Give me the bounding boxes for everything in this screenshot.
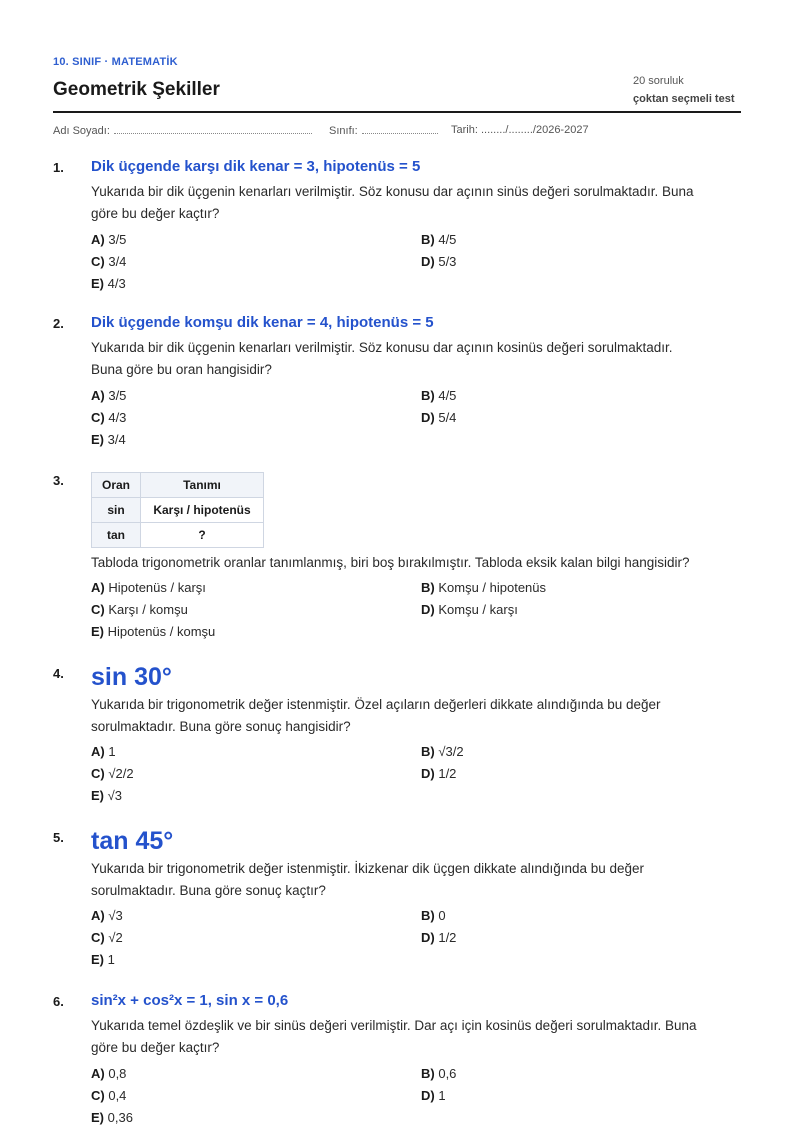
option-letter: E) [91,276,104,291]
date-field [451,124,589,136]
option-letter: D) [421,602,435,617]
question-heading: tan 45° [91,827,174,855]
ratio-table [91,472,264,548]
page-title: Geometrik Şekiller [53,79,220,100]
option-b[interactable] [421,1066,456,1081]
question-number: 1. [53,160,64,175]
option-d[interactable] [421,930,456,945]
option-letter: A) [91,388,105,403]
option-letter: B) [421,744,435,759]
question-text-line: sorulmaktadır. Buna göre sonuç hangisidir? [91,719,351,734]
option-text: √3 [107,788,122,803]
option-text: 5/3 [438,254,457,269]
table-row [92,498,264,523]
option-text: 0,4 [108,1088,127,1103]
question-text-line: Yukarıda bir dik üçgenin kenarları verilmiştir. Söz konusu dar açının kosinüs değeri sorulmaktadır. [91,340,673,355]
option-text: 1 [438,1088,446,1103]
option-c[interactable] [91,602,188,617]
option-text: 0 [438,908,446,923]
option-letter: E) [91,624,104,639]
option-e[interactable] [91,952,115,967]
option-b[interactable] [421,744,464,759]
question-text [91,1015,741,1059]
table-header: Tanımı [141,473,264,498]
option-text: 4/3 [107,276,126,291]
question-count: 20 soruluk [633,75,684,87]
name-blank [114,124,312,134]
option-a[interactable] [91,908,123,923]
option-d[interactable] [421,602,518,617]
question-text [91,694,741,738]
question-text [91,858,741,902]
option-d[interactable] [421,766,456,781]
option-text: Hipotenüs / karşı [108,580,206,595]
table-cell: sin [92,498,141,523]
option-a[interactable] [91,744,116,759]
class-field [329,124,438,137]
option-text: 1/2 [438,766,457,781]
question-heading: sin²x + cos²x = 1, sin x = 0,6 [91,992,289,1009]
option-e[interactable] [91,432,126,447]
option-letter: C) [91,766,105,781]
name-field [53,124,312,137]
option-text: 5/4 [438,410,457,425]
option-letter: D) [421,1088,435,1103]
option-letter: B) [421,908,435,923]
option-text: 0,36 [107,1110,133,1125]
option-letter: A) [91,908,105,923]
option-text: Hipotenüs / komşu [107,624,216,639]
table-row [92,523,264,548]
option-b[interactable] [421,908,446,923]
name-label: Adı Soyadı: [53,125,110,137]
option-text: √3/2 [438,744,464,759]
option-text: 0,6 [438,1066,457,1081]
option-c[interactable] [91,930,123,945]
question-text-line: göre bu değer kaçtır? [91,1040,220,1055]
question-text [91,181,741,225]
question-number: 4. [53,666,64,681]
question-text-line: Yukarıda bir trigonometrik değer istenmiştir. İkizkenar dik üçgen dikkate alındığında bu değer [91,861,645,876]
option-letter: D) [421,766,435,781]
table-cell: tan [92,523,141,548]
question-number: 6. [53,994,64,1009]
option-text: 3/4 [107,432,126,447]
option-letter: E) [91,1110,104,1125]
option-b[interactable] [421,580,546,595]
question-text [91,552,741,574]
option-text: 4/5 [438,232,457,247]
question-number: 3. [53,473,64,488]
option-letter: B) [421,1066,435,1081]
option-text: 0,8 [108,1066,127,1081]
option-c[interactable] [91,410,126,425]
question-heading: sin 30° [91,663,172,691]
option-d[interactable] [421,410,456,425]
option-letter: C) [91,602,105,617]
option-text: 1/2 [438,930,457,945]
option-letter: A) [91,744,105,759]
option-b[interactable] [421,232,456,247]
option-letter: D) [421,254,435,269]
option-text: √2 [108,930,123,945]
option-e[interactable] [91,276,126,291]
table-cell: ? [141,523,264,548]
option-d[interactable] [421,1088,446,1103]
question-text-line: sorulmaktadır. Buna göre sonuç kaçtır? [91,883,326,898]
option-e[interactable] [91,624,215,639]
class-blank [362,124,438,134]
class-label: Sınıfı: [329,125,358,137]
option-text: 4/5 [438,388,457,403]
option-text: √3 [108,908,123,923]
option-a[interactable] [91,1066,126,1081]
question-text-line: Tabloda trigonometrik oranlar tanımlanmış, biri boş bırakılmıştır. Tabloda eksik kalan bilgi hangisidir? [91,555,690,570]
option-text: 1 [108,744,116,759]
question-text-line: Buna göre bu oran hangisidir? [91,362,272,377]
option-letter: C) [91,930,105,945]
question-number: 2. [53,316,64,331]
question-text-line: göre bu değer kaçtır? [91,206,220,221]
option-letter: E) [91,432,104,447]
option-letter: D) [421,410,435,425]
option-c[interactable] [91,766,134,781]
test-type: çoktan seçmeli test [633,93,735,105]
option-letter: A) [91,232,105,247]
test-meta [633,72,735,108]
option-letter: E) [91,788,104,803]
option-letter: E) [91,952,104,967]
option-a[interactable] [91,232,126,247]
question-text-line: Yukarıda temel özdeşlik ve bir sinüs değeri verilmiştir. Dar açı için kosinüs değeri sorulmaktadır. Buna [91,1018,697,1033]
option-letter: B) [421,580,435,595]
option-text: 3/4 [108,254,127,269]
option-letter: B) [421,232,435,247]
option-letter: C) [91,1088,105,1103]
option-letter: A) [91,580,105,595]
table-cell: Karşı / hipotenüs [141,498,264,523]
option-letter: C) [91,410,105,425]
option-text: 1 [107,952,115,967]
option-letter: C) [91,254,105,269]
option-text: 4/3 [108,410,127,425]
option-text: Komşu / karşı [438,602,518,617]
option-text: 3/5 [108,388,127,403]
subject-label: 10. SINIF · MATEMATİK [53,56,178,68]
option-d[interactable] [421,254,456,269]
option-b[interactable] [421,388,456,403]
option-letter: D) [421,930,435,945]
question-number: 5. [53,830,64,845]
option-text: √2/2 [108,766,134,781]
option-a[interactable] [91,580,206,595]
question-text-line: Yukarıda bir trigonometrik değer istenmiştir. Özel açıların değerleri dikkate alındığında bu değer [91,697,661,712]
question-text [91,337,741,381]
option-text: Karşı / komşu [108,602,188,617]
option-text: Komşu / hipotenüs [438,580,547,595]
header-divider [53,111,741,113]
option-letter: A) [91,1066,105,1081]
option-a[interactable] [91,388,126,403]
option-c[interactable] [91,254,126,269]
date-label: Tarih: ......../......../2026-2027 [451,124,589,136]
question-text-line: Yukarıda bir dik üçgenin kenarları verilmiştir. Söz konusu dar açının sinüs değeri sorulmaktadır. Buna [91,184,694,199]
option-c[interactable] [91,1088,126,1103]
table-header: Oran [92,473,141,498]
option-letter: B) [421,388,435,403]
question-heading: Dik üçgende komşu dik kenar = 4, hipotenüs = 5 [91,314,434,331]
option-e[interactable] [91,788,122,803]
option-text: 3/5 [108,232,127,247]
question-heading: Dik üçgende karşı dik kenar = 3, hipotenüs = 5 [91,158,421,175]
